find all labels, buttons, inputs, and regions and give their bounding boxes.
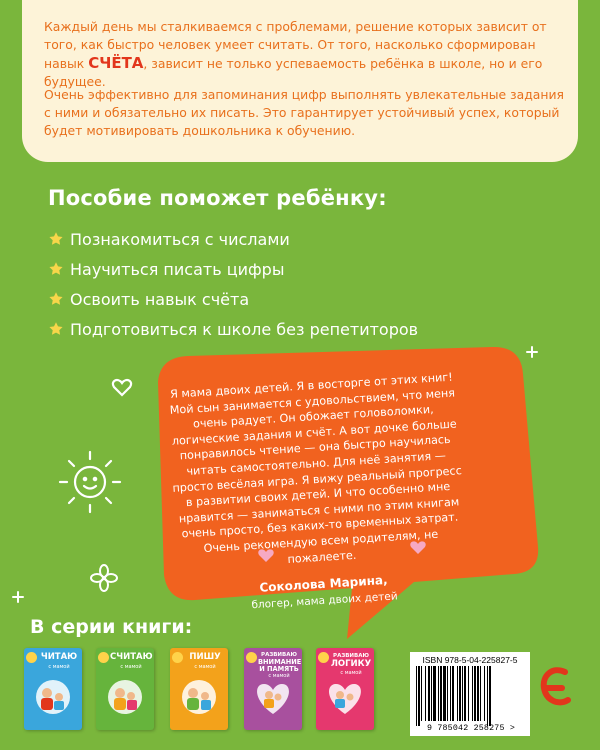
barcode-digits: 9 785042 258275 > (426, 724, 516, 733)
book-title: ВНИМАНИЕ И ПАМЯТЬ (258, 658, 302, 673)
barcode-bar (459, 666, 461, 721)
book-illustration (100, 678, 150, 716)
barcode-bar (452, 666, 454, 721)
barcode-bar (433, 666, 436, 721)
barcode-bar (477, 666, 479, 721)
book-illustration (248, 678, 298, 716)
sparkle-icon (13, 592, 23, 602)
series-book-vnimanie[interactable] (244, 648, 302, 730)
book-illustration (320, 678, 370, 716)
series-label: В серии книги: (30, 616, 193, 638)
barcode-bar (489, 666, 491, 726)
sun-face-icon (60, 452, 120, 512)
barcode-bar (457, 666, 458, 721)
sparkle-icon (527, 347, 537, 357)
book-subtitle: с мамой (194, 664, 216, 670)
series-book-pishu[interactable] (170, 648, 228, 730)
barcode-bar (472, 666, 473, 721)
publisher-logo-icon (538, 664, 572, 714)
intro-paragraph-2: Очень эффективно для запоминания цифр выполнять увлекательные задания с ними и обязательно их писать. Это гарантирует устойчивый успех, который будет мотивировать дошкольника к обучению. (44, 87, 565, 138)
barcode-bar (421, 666, 422, 721)
barcode-bar (462, 666, 463, 721)
book-subtitle: с мамой (340, 670, 362, 676)
review-text-block (165, 369, 471, 618)
book-title: СЧИТАЮ (110, 652, 153, 662)
barcode-bar (484, 666, 485, 721)
book-title: ПИШУ (189, 652, 221, 662)
series-book-schitayu[interactable] (96, 648, 154, 730)
barcode-bar (474, 666, 476, 721)
benefit-text: Научиться писать цифры (70, 259, 285, 279)
book-illustration (174, 678, 224, 716)
barcode-bar (416, 666, 417, 726)
mascot-icon (172, 652, 183, 663)
barcode-bar (443, 666, 446, 721)
barcode-bar (425, 666, 426, 721)
book-title: ЛОГИКУ (330, 659, 372, 669)
barcode-bar (464, 666, 466, 721)
barcode-bars (410, 666, 530, 726)
book-title: ЧИТАЮ (40, 652, 78, 662)
book-subtitle: с мамой (48, 664, 70, 670)
benefits-heading: Пособие поможет ребёнку: (48, 186, 387, 210)
mascot-icon (98, 652, 109, 663)
benefit-text: Подготовиться к школе без репетиторов (70, 319, 419, 339)
mascot-icon (26, 652, 37, 663)
book-subtitle: с мамой (268, 673, 290, 679)
barcode-bar (468, 666, 469, 721)
intro-accent-word: СЧЁТА (88, 54, 144, 72)
barcode-bar (450, 666, 451, 721)
mascot-icon (318, 652, 329, 663)
mascot-icon (246, 652, 257, 663)
intro-paragraph-1: Каждый день мы сталкиваемся с проблемами, решение которых зависит от того, как быстро человек умеет считать. От того, насколько сформирован навык СЧЁТА, зависит не только успеваемость ребёнка в школе, но и его будущее. (44, 19, 547, 89)
barcode-bar (440, 666, 442, 721)
isbn-barcode (410, 652, 530, 736)
book-top-label: РАЗВИВАЮ (261, 652, 297, 658)
barcode-bar (428, 666, 430, 721)
review-author: Соколова Марина, (259, 573, 388, 595)
review-text: Я мама двоих детей. Я в восторге от этих книг! Мой сын занимается с удовольствием, что меня очень радует. Он обожает головоломки, логические задания и счёт. А вот дочке больше понравилось чтение — она быстро научилась читать самостоятельно. Для неё занятия — просто весёлая игра. Я вижу реальный прогресс в развитии своих детей. И что особенно мне нравится — заниматься с ними по этим книгам очень просто, без каких-то временных затрат. Очень рекомендую всем родителям, не пожалеете. (169, 370, 463, 566)
book-subtitle: с мамой (120, 664, 142, 670)
series-book-chitayu[interactable] (24, 648, 82, 730)
barcode-bar (487, 666, 488, 726)
heart-icon (113, 380, 131, 395)
book-top-label: РАЗВИВАЮ (333, 653, 369, 659)
barcode-bar (418, 666, 420, 726)
flower-icon (91, 565, 117, 591)
barcode-bar (438, 666, 439, 721)
barcode-bar (431, 666, 432, 721)
review-author-role: блогер, мама двоих детей (251, 590, 398, 611)
barcode-bar (480, 666, 481, 721)
isbn-label: ISBN 978-5-04-225827-5 (422, 655, 518, 665)
book-illustration (28, 678, 78, 716)
barcode-bar (447, 666, 448, 721)
benefit-text: Освоить навык счёта (70, 289, 250, 309)
series-book-logiku[interactable] (316, 648, 374, 730)
benefit-text: Познакомиться с числами (70, 229, 290, 249)
